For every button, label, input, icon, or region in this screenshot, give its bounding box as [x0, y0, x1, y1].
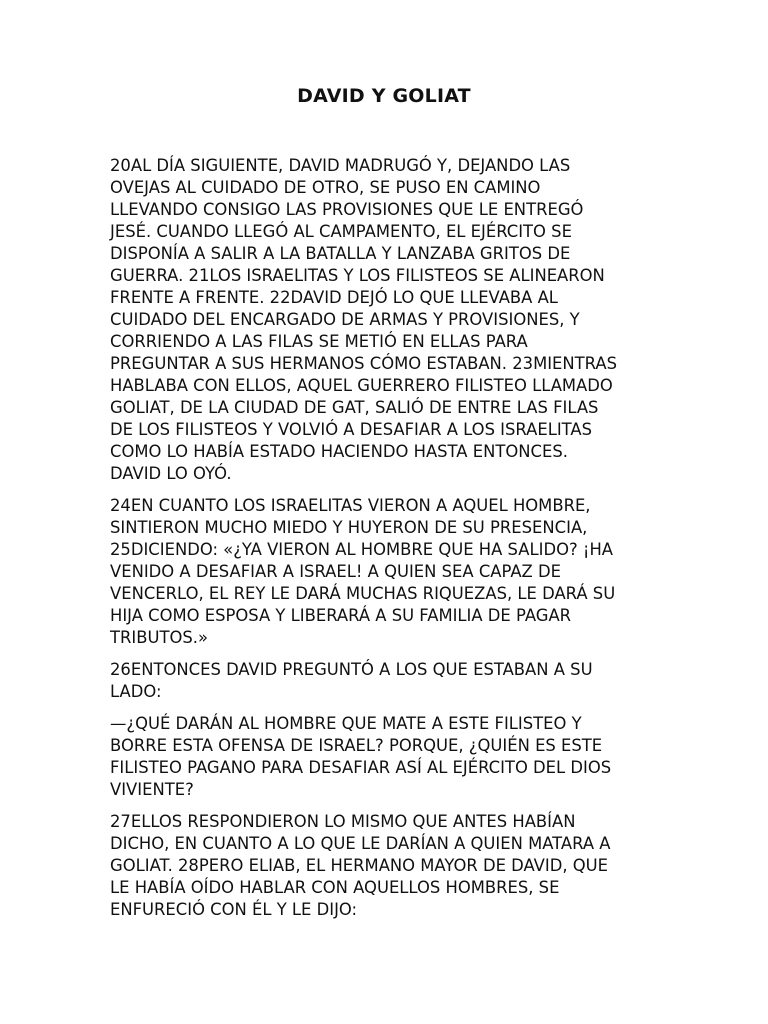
text-line: CORRIENDO A LAS FILAS SE METIÓ EN ELLAS PARA: [110, 332, 528, 351]
text-line: 25DICIENDO: «¿YA VIERON AL HOMBRE QUE HA SALIDO? ¡HA: [110, 540, 613, 559]
text-line: 24EN CUANTO LOS ISRAELITAS VIERON A AQUEL HOMBRE,: [110, 496, 591, 515]
document-body: [110, 155, 670, 931]
paragraph-5: [110, 811, 670, 921]
text-line: DE LOS FILISTEOS Y VOLVIÓ A DESAFIAR A LOS ISRAELITAS: [110, 420, 593, 439]
paragraph-2: [110, 495, 670, 649]
text-line: VIVIENTE?: [110, 780, 194, 799]
text-line: HABLABA CON ELLOS, AQUEL GUERRERO FILISTEO LLAMADO: [110, 376, 613, 395]
text-line: VENCERLO, EL REY LE DARÁ MUCHAS RIQUEZAS, LE DARÁ SU: [110, 584, 616, 603]
text-line: TRIBUTOS.»: [110, 628, 209, 647]
text-line: 20AL DÍA SIGUIENTE, DAVID MADRUGÓ Y, DEJANDO LAS: [110, 156, 571, 175]
paragraph-1: [110, 155, 670, 485]
text-line: LE HABÍA OÍDO HABLAR CON AQUELLOS HOMBRES, SE: [110, 878, 560, 897]
text-line: BORRE ESTA OFENSA DE ISRAEL? PORQUE, ¿QUIÉN ES ESTE: [110, 736, 603, 755]
text-line: LADO:: [110, 682, 162, 701]
text-line: FILISTEO PAGANO PARA DESAFIAR ASÍ AL EJÉRCITO DEL DIOS: [110, 758, 612, 777]
text-line: DISPONÍA A SALIR A LA BATALLA Y LANZABA GRITOS DE: [110, 244, 571, 263]
text-line: PREGUNTAR A SUS HERMANOS CÓMO ESTABAN. 23MIENTRAS: [110, 354, 618, 373]
text-line: DAVID LO OYÓ.: [110, 464, 232, 483]
text-line: 26ENTONCES DAVID PREGUNTÓ A LOS QUE ESTABAN A SU: [110, 660, 593, 679]
text-line: 27ELLOS RESPONDIERON LO MISMO QUE ANTES HABÍAN: [110, 812, 576, 831]
text-line: —¿QUÉ DARÁN AL HOMBRE QUE MATE A ESTE FILISTEO Y: [110, 714, 582, 733]
text-line: CUIDADO DEL ENCARGADO DE ARMAS Y PROVISIONES, Y: [110, 310, 580, 329]
text-line: FRENTE A FRENTE. 22DAVID DEJÓ LO QUE LLEVABA AL: [110, 288, 558, 307]
text-line: OVEJAS AL CUIDADO DE OTRO, SE PUSO EN CAMINO: [110, 178, 541, 197]
paragraph-4: [110, 713, 670, 801]
text-line: GUERRA. 21LOS ISRAELITAS Y LOS FILISTEOS SE ALINEARON: [110, 266, 605, 285]
text-line: GOLIAT, DE LA CIUDAD DE GAT, SALIÓ DE ENTRE LAS FILAS: [110, 398, 599, 417]
text-line: VENIDO A DESAFIAR A ISRAEL! A QUIEN SEA CAPAZ DE: [110, 562, 561, 581]
text-line: LLEVANDO CONSIGO LAS PROVISIONES QUE LE ENTREGÓ: [110, 200, 584, 219]
text-line: HIJA COMO ESPOSA Y LIBERARÁ A SU FAMILIA DE PAGAR: [110, 606, 572, 625]
text-line: SINTIERON MUCHO MIEDO Y HUYERON DE SU PRESENCIA,: [110, 518, 588, 537]
text-line: COMO LO HABÍA ESTADO HACIENDO HASTA ENTONCES.: [110, 442, 568, 461]
text-line: JESÉ. CUANDO LLEGÓ AL CAMPAMENTO, EL EJÉRCITO SE: [110, 222, 572, 241]
text-line: GOLIAT. 28PERO ELIAB, EL HERMANO MAYOR DE DAVID, QUE: [110, 856, 609, 875]
text-line: ENFURECIÓ CON ÉL Y LE DIJO:: [110, 900, 358, 919]
paragraph-3: [110, 659, 670, 703]
text-line: DICHO, EN CUANTO A LO QUE LE DARÍAN A QUIEN MATARA A: [110, 834, 611, 853]
document-title: DAVID Y GOLIAT: [297, 85, 471, 107]
